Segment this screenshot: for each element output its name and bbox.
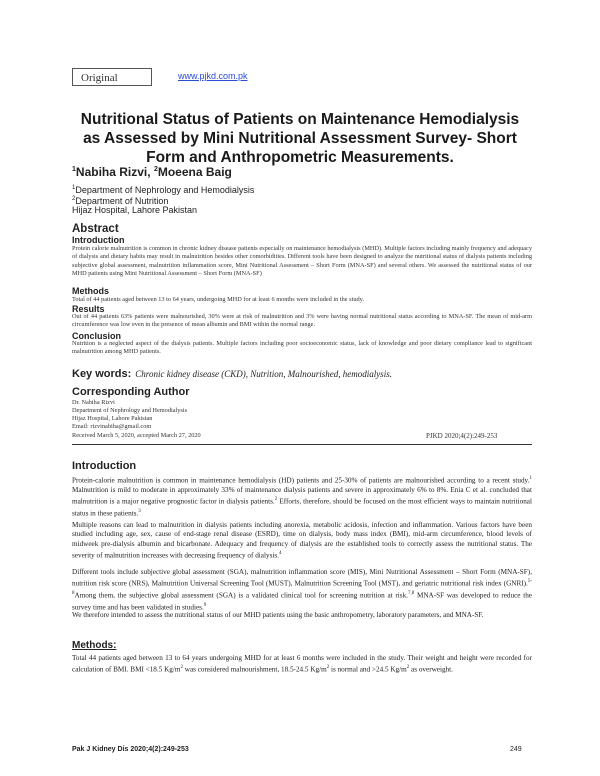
intro-p2-ref: 4 [278,551,282,557]
methods-text: as overweight. [409,665,453,674]
abstract-heading: Abstract [72,223,119,235]
article-title: Nutritional Status of Patients on Maintenance Hemodialysis as Assessed by Mini Nutritional Assessment Survey- Short Form and Anthropometric Measurements. [80,111,520,166]
intro-p1-text: Efforts, therefore, should be focused on the most efficient ways to maintain nutritional status in these patients. [72,497,532,518]
author-1-name: Nabiha Rizvi, [75,165,154,179]
intro-p3-ref: 7,8 [407,591,415,597]
footer-page-number: 249 [510,746,522,753]
methods-sup: 2 [326,665,330,671]
abstract-conclusion-text: Nutrition is a neglected aspect of the dialysis patients. Multiple factors including poor socioeconomic status, lack of knowledge and poor dietary compliance lead to significant malnutrition among MHD patients. [72,340,532,356]
introduction-paragraph-1 [72,474,532,519]
keywords [72,364,392,382]
methods-paragraph [72,654,532,675]
intro-p3-text: Among them, the subjective global assessment (SGA) is a validated clinical tool for screening nutrition at risk. [74,591,408,600]
authors [72,165,232,179]
affiliation-1-text: Department of Nephrology and Hemodialysis [75,185,255,195]
intro-p1-ref: 2 [274,497,278,503]
intro-p1-text: Protein-calorie malnutrition is common in maintenance hemodialysis (HD) patients and 25-30% of patients are malnourished according to a recent study. [72,476,530,485]
abstract-introduction-heading: Introduction [72,235,125,245]
journal-website-link[interactable]: www.pjkd.com.pk [178,71,248,81]
abstract-methods-heading: Methods [72,286,109,296]
author-2-sup: 2 [153,166,158,173]
affiliation-3: Hijaz Hospital, Lahore Pakistan [72,205,198,215]
intro-p3-ref: 5-8 [72,579,532,597]
section-divider [72,444,532,445]
keywords-label: Key words: [72,368,132,380]
author-1-sup: 1 [72,166,76,173]
received-dates: Received March 5, 2020, accepted March 27, 2020 [72,432,201,439]
introduction-paragraph-3 [72,568,532,613]
methods-heading: Methods: [72,640,117,651]
abstract-introduction-text: Protein calorie malnutrition is common in chronic kidney disease patients especially on maintenance hemodialysis (MHD). Multiple factors including mainly frequency and adequacy of dialysis and dietary habits may result in malnutrition besides other comorbidities. Different tools have been designed to analyze the nutritional status of dialysis patients including subjective global assessment, malnutrition inflammation score, Mini Nutritional Assessment – Short Form (MNA-SF) and several others. We assessed the nutritional status of our MHD patients using Mini Nutritional Assessment – Short Form (MNA-SF) [72,245,532,278]
intro-p3-text: Different tools include subjective global assessment (SGA), malnutrition inflammation score (MIS), Mini Nutritional Assessment – Short Form (MNA-SF), nutrition risk score (NRS), Malnutrition Universal Screening Tool (MUST), Malnutrition Screening Tool (MST), and geriatric nutritional risk index (GNRI). [72,568,532,588]
corresponding-author-heading: Corresponding Author [72,386,190,398]
keywords-text: Chronic kidney disease (CKD), Nutrition, Malnourished, hemodialysis. [135,369,392,379]
corresponding-author-line: Dr. Nabiha Rizvi [72,399,115,406]
citation: PJKD 2020;4(2):249-253 [426,432,498,440]
intro-p3-ref: 9 [203,603,207,608]
methods-text: was considered malnourishment, 18.5-24.5 Kg/m [182,665,327,674]
article-type-badge: Original [72,68,152,86]
intro-p1-text: Malnutrition is mild to moderate in approximately 33% of maintenance dialysis patients and severe in approximately 6% to 8%. Enia C et al. concluded that malnutrition is a major negative prognostic factor in dialysis patients. [72,485,532,506]
introduction-paragraph-4: We therefore intended to assess the nutritional status of our MHD patients using the basic anthropometry, laboratory parameters, and MNA-SF. [72,611,484,619]
intro-p1-ref: 3 [138,509,141,514]
corresponding-author-line: Department of Nephrology and Hemodialysis [72,407,188,414]
methods-text: is normal and >24.5 Kg/m [329,665,407,674]
intro-p2-text: Multiple reasons can lead to malnutrition in dialysis patients including anorexia, metabolic acidosis, infection and inflammation. Various factors have been studied including age, sex, cause of end-stage renal disease (ESRD), time on dialysis, body mass index (BMI), mid-arm circumference, blood levels of midweek pre-dialysis albumin and bicarbonate. Adequacy and frequency of dialysis are the established tools to correctly assess the nutritional status. The severity of malnutrition increases with decreasing frequency of dialysis. [72,521,532,560]
affiliation-1-sup: 1 [72,185,76,191]
affiliation-2-sup: 2 [72,196,76,202]
intro-p1-ref: 1 [529,476,532,481]
introduction-heading: Introduction [72,460,137,472]
abstract-conclusion-heading: Conclusion [72,331,121,341]
corresponding-author-email[interactable]: Email: rizvinabiha@gmail.com [72,423,152,430]
abstract-results-heading: Results [72,304,105,314]
methods-sup: 2 [406,665,410,671]
methods-text: Total 44 patients aged between 13 to 64 years undergoing MHD for at least 6 months were included in the study. Their weight and height were recorded for calculation of BMI. BMI <18.5 Kg/m [72,654,532,674]
author-2-name: Moeena Baig [157,165,232,179]
abstract-methods-text: Total of 44 patients aged between 13 to 64 years, undergoing MHD for at least 6 months were included in the study. [72,296,364,303]
corresponding-author-line: Hijaz Hospital, Lahore Pakistan [72,415,153,422]
methods-sup: 2 [180,665,183,671]
introduction-paragraph-2 [72,521,532,561]
abstract-results-text: Out of 44 patients 63% patients were malnourished, 30% were at risk of malnutrition and 3% were having normal nutritional status according to MNA-SF. The mean of mid-arm circumference was low even in the presence of mean albumin and BMI within the normal range. [72,313,532,329]
footer-journal: Pak J Kidney Dis 2020;4(2):249-253 [72,746,189,753]
intro-p3-text: MNA-SF was developed to reduce the survey time and has been validated in studies. [72,591,532,612]
affiliation-2-text: Department of Nutrition [75,196,169,206]
